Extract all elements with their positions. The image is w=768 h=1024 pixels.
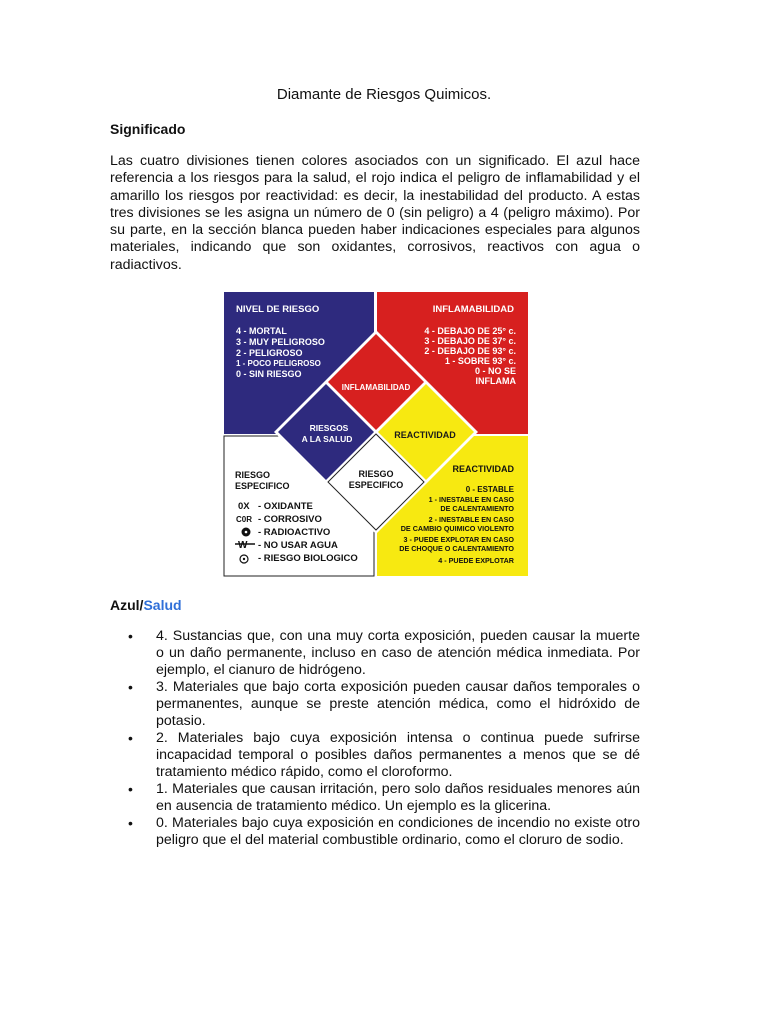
section-heading-azul-salud xyxy=(110,597,182,613)
white-panel-title-2: ESPECIFICO xyxy=(235,481,290,491)
red-line: 3 - DEBAJO DE 37° c. xyxy=(424,336,516,346)
heading-main: Azul/ xyxy=(110,597,144,613)
hazard-diamond-diagram xyxy=(222,290,530,578)
blue-line: 3 - MUY PELIGROSO xyxy=(236,337,325,347)
svg-text:W: W xyxy=(238,540,248,551)
white-item-label: - RIESGO BIOLOGICO xyxy=(258,553,358,564)
red-panel-title: INFLAMABILIDAD xyxy=(432,304,514,315)
page-title: Diamante de Riesgos Quimicos. xyxy=(276,86,492,103)
section-heading-significado: Significado xyxy=(110,121,186,137)
yellow-line: 3 - PUEDE EXPLOTAR EN CASO xyxy=(403,535,514,544)
white-item-label: - RADIOACTIVO xyxy=(258,527,331,538)
white-item-label: - OXIDANTE xyxy=(258,501,313,512)
yellow-line: DE CALENTAMIENTO xyxy=(440,504,514,513)
blue-panel-title: NIVEL DE RIESGO xyxy=(236,304,320,315)
heading-salud-link[interactable]: Salud xyxy=(143,597,182,613)
yellow-line: 1 - INESTABLE EN CASO xyxy=(428,495,514,504)
red-line: 1 - SOBRE 93° c. xyxy=(444,356,516,366)
list-item: • 4. Sustancias que, con una muy corta exposición, pueden causar la muerte o un daño permanente, incluso en caso de atención médica inmediata. Por ejemplo, el cianuro de hidrógeno. xyxy=(128,628,640,679)
white-panel-title-1: RIESGO xyxy=(235,470,271,480)
white-item-code: C0R xyxy=(236,515,253,524)
yellow-line: DE CAMBIO QUIMICO VIOLENTO xyxy=(400,524,514,533)
intro-paragraph: Las cuatro divisiones tienen colores asociados con un significado. El azul hace referencia a los riesgos para la salud, el rojo indica el peligro de inflamabilidad y el amarillo los riesgos por reactividad: es decir, la inestabilidad del producto. A estas tres divisiones se les asigna un número de 0 (sin peligro) a 4 (peligro máximo). Por su parte, en la sección blanca pueden haber indicaciones especiales para algunos materiales, indicando que son oxidantes, corrosivos, reactivos con agua o radiactivos. xyxy=(110,153,640,273)
white-item-label: - CORROSIVO xyxy=(258,514,322,525)
diamond-bottom-label-1: RIESGO xyxy=(358,469,394,479)
yellow-line: 4 - PUEDE EXPLOTAR xyxy=(438,556,514,565)
yellow-panel-title: REACTIVIDAD xyxy=(452,464,514,474)
blue-line: 0 - SIN RIESGO xyxy=(236,369,302,379)
blue-line: 4 - MORTAL xyxy=(236,326,287,336)
list-item: • 2. Materiales bajo cuya exposición intensa o continua puede sufrirse incapacidad temporal o posibles daños permanentes a menos que se dé tratamiento médico rápido, como el cloroformo. xyxy=(128,730,640,781)
list-item: • 0. Materiales bajo cuya exposición en condiciones de incendio no existe otro peligro que el del material combustible ordinario, como el cloruro de sodio. xyxy=(128,815,640,849)
yellow-line: 0 - ESTABLE xyxy=(465,485,514,494)
red-line: 0 - NO SE xyxy=(474,366,516,376)
white-item-code: 0X xyxy=(238,501,250,512)
diamond-top-label: INFLAMABILIDAD xyxy=(341,383,411,392)
list-item: • 3. Materiales que bajo corta exposición pueden causar daños temporales o permanentes, aunque se preste atención médica, como el hidróxido de potasio. xyxy=(128,679,640,730)
yellow-line: 2 - INESTABLE EN CASO xyxy=(428,515,514,524)
salud-levels-list xyxy=(128,628,640,849)
diamond-bottom-label-2: ESPECIFICO xyxy=(348,480,404,490)
red-line: 4 - DEBAJO DE 25° c. xyxy=(424,326,516,336)
diamond-right-label: REACTIVIDAD xyxy=(394,430,456,440)
red-line: 2 - DEBAJO DE 93° c. xyxy=(424,346,516,356)
radioactive-icon xyxy=(242,528,251,537)
yellow-line: DE CHOQUE O CALENTAMIENTO xyxy=(399,544,514,553)
red-line: INFLAMA xyxy=(475,376,516,386)
blue-line: 1 - POCO PELIGROSO xyxy=(236,359,321,368)
blue-line: 2 - PELIGROSO xyxy=(236,348,303,358)
diamond-left-label-2: A LA SALUD xyxy=(301,434,353,444)
white-item-label: - NO USAR AGUA xyxy=(258,540,338,551)
diamond-left-label-1: RIESGOS xyxy=(309,423,349,433)
list-item: • 1. Materiales que causan irritación, pero solo daños residuales menores aún en ausencia de tratamiento médico. Un ejemplo es la glicerina. xyxy=(128,781,640,815)
